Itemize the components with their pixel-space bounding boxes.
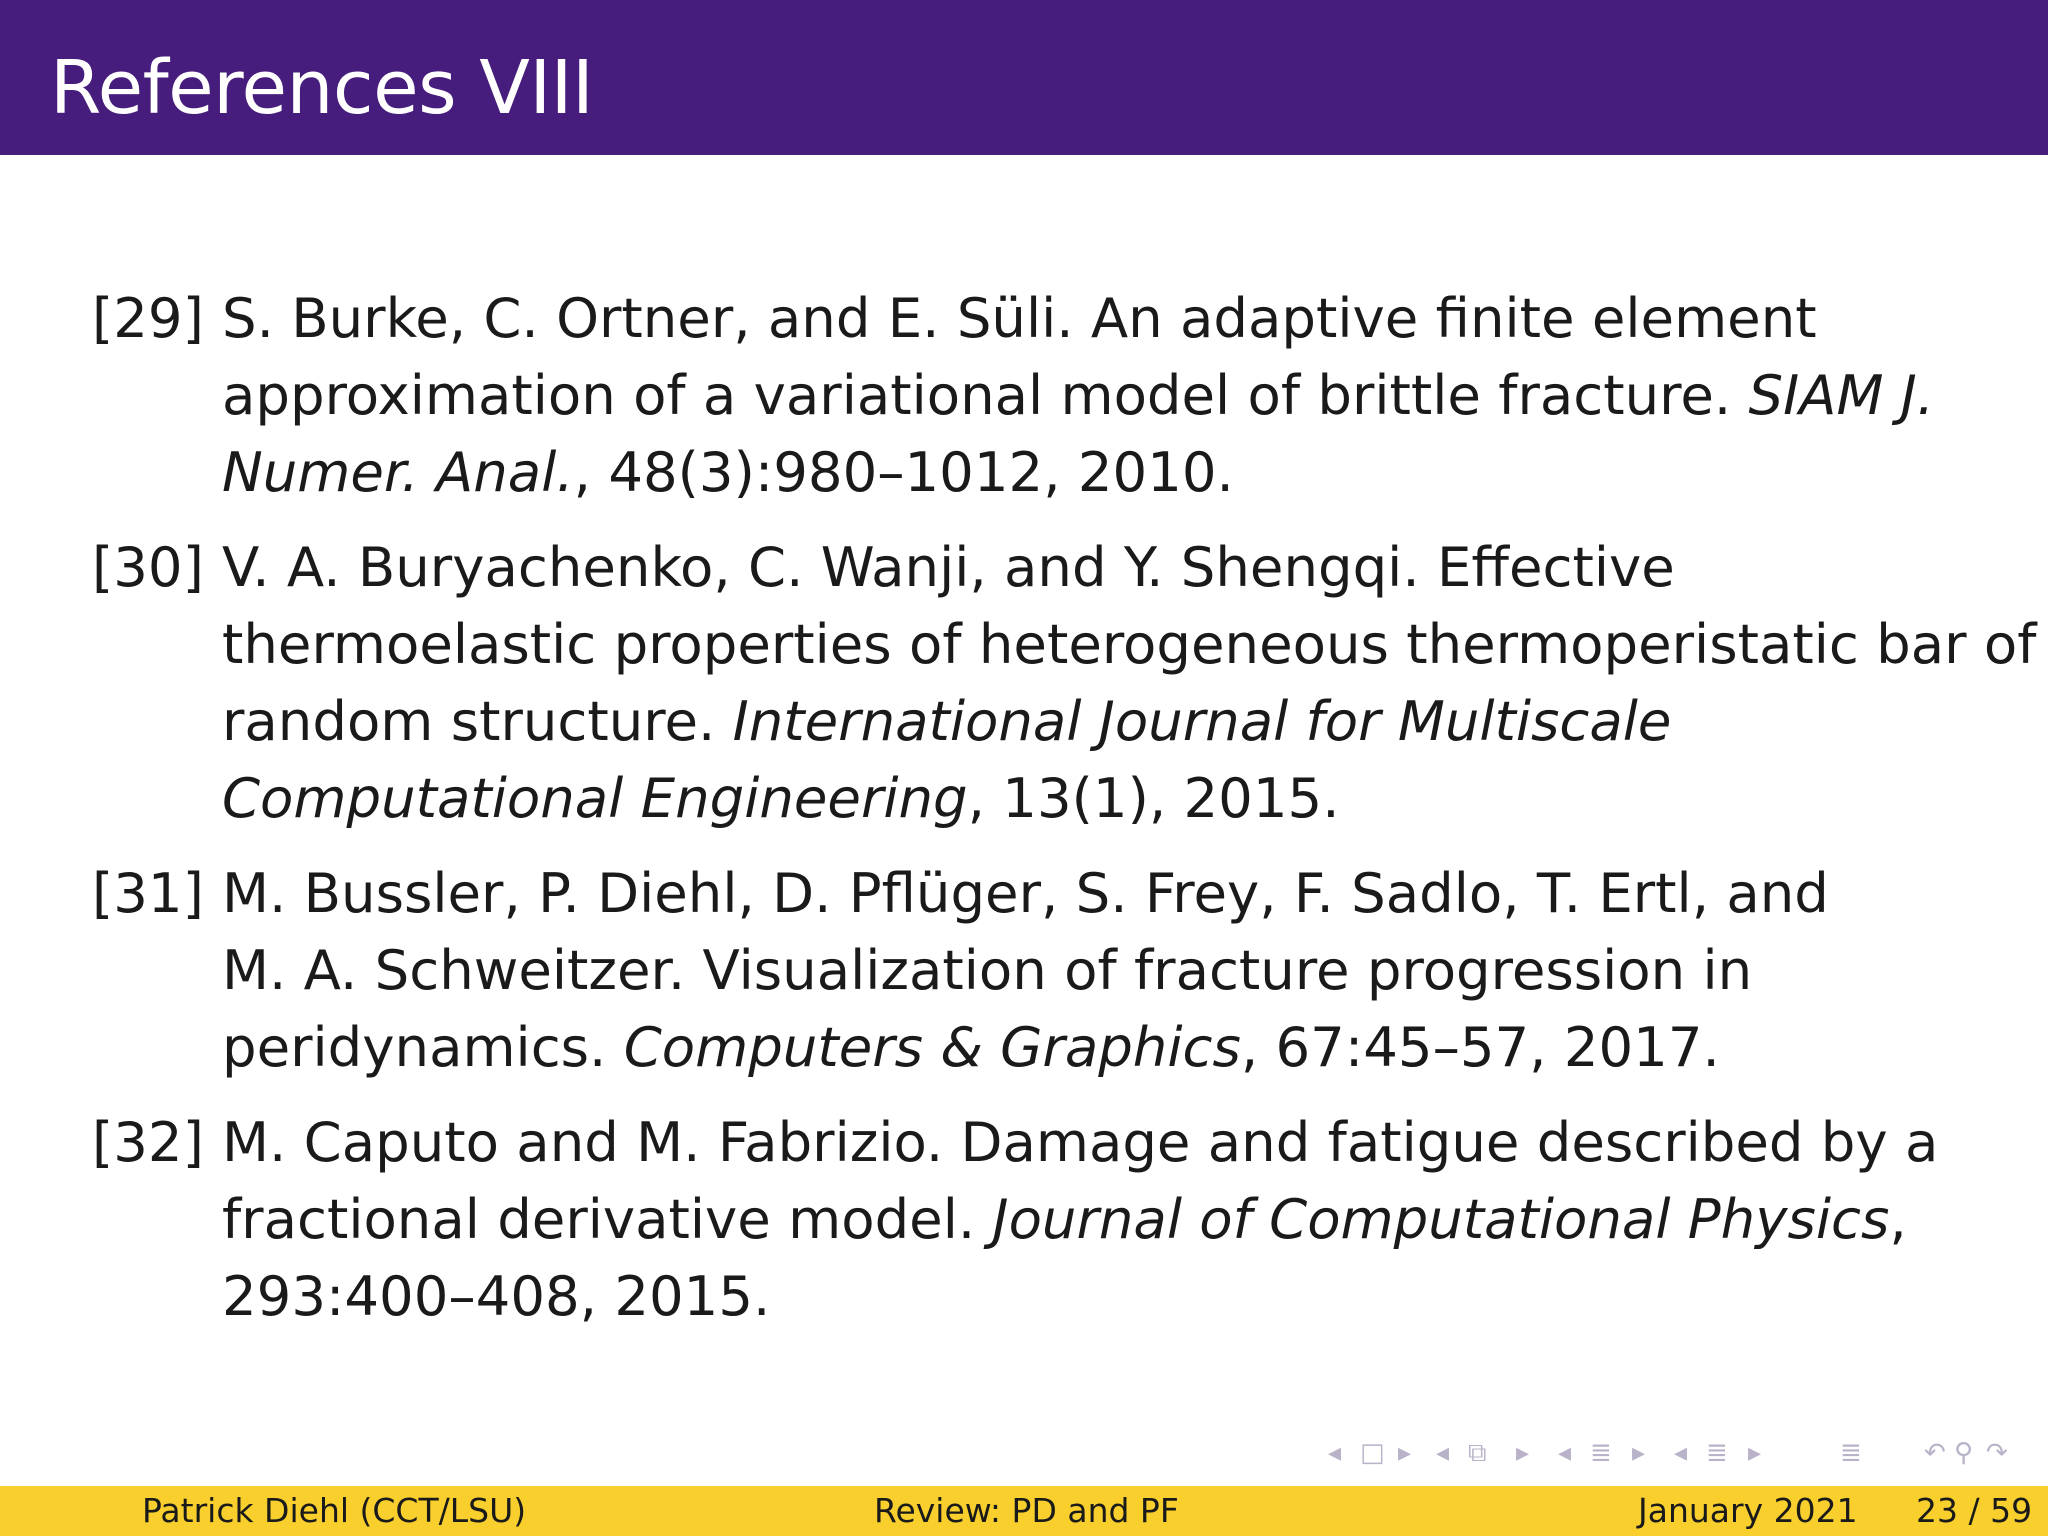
reference-number: [32] [92, 1110, 204, 1174]
reference-venue-text: SIAM J. [1748, 363, 1935, 427]
reference-text: , 13(1), 2015. [967, 766, 1340, 830]
reference-line [222, 280, 1972, 357]
reference-text: M. Caputo and M. Fabrizio. Damage and fatigue described by a [222, 1110, 1939, 1174]
reference-text: approximation of a variational model of brittle fracture. [222, 363, 1749, 427]
reference-number: [29] [92, 286, 204, 350]
reference-line [222, 529, 1972, 606]
reference-text: , 48(3):980–1012, 2010. [573, 440, 1234, 504]
reference-line [222, 760, 1972, 837]
reference-text: , 67:45–57, 2017. [1240, 1015, 1720, 1079]
nav-section-icon[interactable]: ≣ [1590, 1438, 1612, 1468]
nav-prev-section-icon[interactable]: ◂ [1558, 1438, 1572, 1468]
beamer-navigation-bar [1320, 1438, 2020, 1478]
nav-next-frame-icon[interactable]: ▸ [1398, 1438, 1412, 1468]
reference-entry [92, 855, 1972, 1086]
reference-number: [30] [92, 535, 204, 599]
nav-prev-frame-icon[interactable]: ◂ [1328, 1438, 1342, 1468]
reference-text: V. A. Buryachenko, C. Wanji, and Y. Shengqi. Effective [222, 535, 1675, 599]
footer-short-title: Review: PD and PF [874, 1491, 1179, 1530]
slide-title: References VIII [50, 45, 594, 131]
reference-line [222, 1104, 1972, 1181]
reference-entry [92, 529, 2037, 837]
nav-prev-slide-icon[interactable]: ◂ [1436, 1438, 1450, 1468]
nav-search-icon[interactable]: ⚲ [1954, 1438, 1974, 1468]
footer-date: January 2021 [1638, 1491, 1858, 1530]
reference-line [222, 357, 1972, 434]
nav-slide-icon[interactable]: ⧉ [1468, 1438, 1487, 1468]
nav-next-section-icon[interactable]: ▸ [1632, 1438, 1646, 1468]
reference-line [222, 606, 2037, 683]
reference-line [222, 1181, 1972, 1258]
footer-bar [0, 1486, 2048, 1536]
reference-line [222, 1258, 1972, 1335]
nav-next-subsection-icon[interactable]: ▸ [1748, 1438, 1762, 1468]
reference-text: random structure. [222, 689, 733, 753]
reference-text: peridynamics. [222, 1015, 624, 1079]
nav-next-slide-icon[interactable]: ▸ [1516, 1438, 1530, 1468]
reference-text: 293:400–408, 2015. [222, 1264, 771, 1328]
reference-venue-text: International Journal for Multiscale [732, 689, 1672, 753]
reference-line [222, 434, 1972, 511]
reference-venue-text: Journal of Computational Physics [992, 1187, 1890, 1251]
reference-line [222, 932, 1972, 1009]
nav-forward-icon[interactable]: ↷ [1986, 1438, 2008, 1468]
reference-venue-text: Computational Engineering [222, 766, 968, 830]
reference-text: M. A. Schweitzer. Visualization of fracture progression in [222, 938, 1753, 1002]
nav-toc-icon[interactable]: ≣ [1840, 1438, 1862, 1468]
reference-text: M. Bussler, P. Diehl, D. Pflüger, S. Frey, F. Sadlo, T. Ertl, and [222, 861, 1829, 925]
footer-author: Patrick Diehl (CCT/LSU) [142, 1491, 527, 1530]
nav-prev-subsection-icon[interactable]: ◂ [1674, 1438, 1688, 1468]
reference-line [222, 1009, 1972, 1086]
reference-number: [31] [92, 861, 204, 925]
reference-list [92, 280, 2037, 1353]
nav-subsection-icon[interactable]: ≣ [1706, 1438, 1728, 1468]
reference-text: thermoelastic properties of heterogeneous thermoperistatic bar of [222, 612, 2037, 676]
reference-venue-text: Numer. Anal. [222, 440, 574, 504]
nav-frame-icon[interactable]: □ [1360, 1438, 1385, 1468]
reference-entry [92, 1104, 1972, 1335]
reference-entry [92, 280, 1972, 511]
reference-line [222, 683, 1972, 760]
reference-text: fractional derivative model. [222, 1187, 993, 1251]
reference-venue-text: Computers & Graphics [623, 1015, 1241, 1079]
reference-text: , [1889, 1187, 1907, 1251]
footer-page-number: 23 / 59 [1916, 1491, 2033, 1530]
nav-back-icon[interactable]: ↶ [1924, 1438, 1946, 1468]
title-bar [0, 0, 2048, 155]
reference-text: S. Burke, C. Ortner, and E. Süli. An adaptive finite element [222, 286, 1817, 350]
reference-line [222, 855, 1972, 932]
